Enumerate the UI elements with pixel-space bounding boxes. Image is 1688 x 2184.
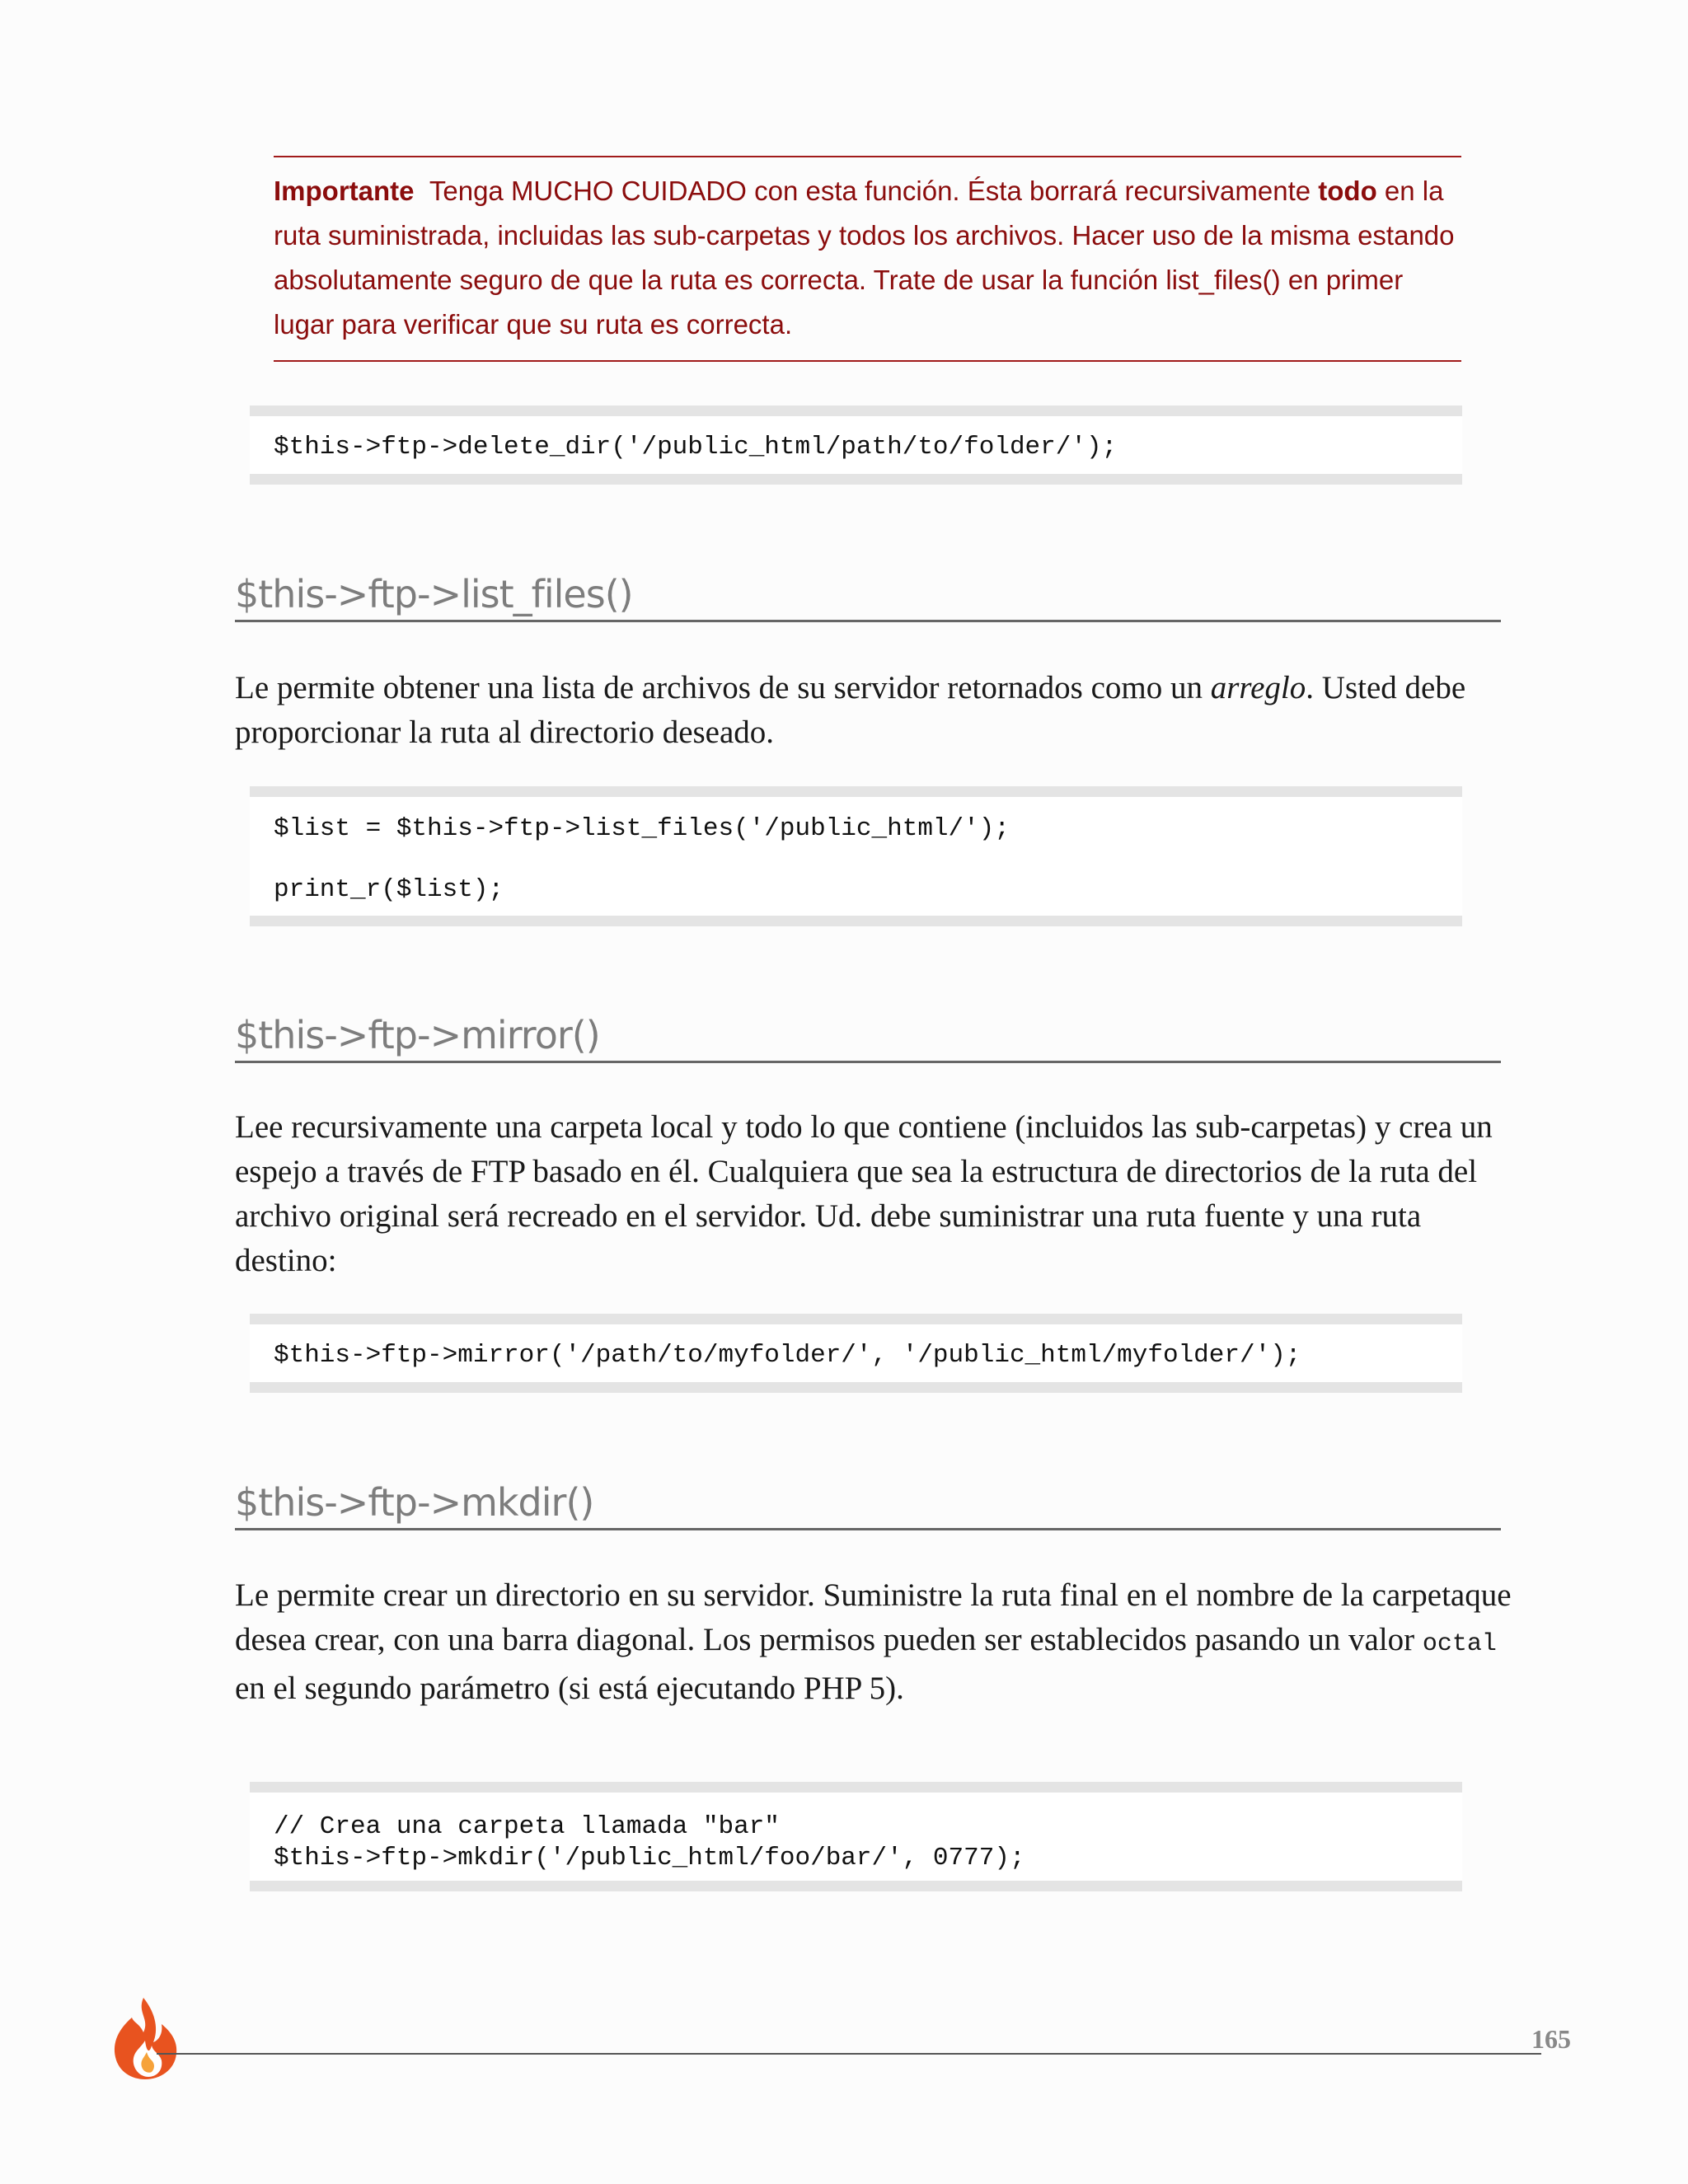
para-text: Lee recursivamente una carpeta local y todo lo que contiene (incluidos las sub-carpetas) y crea un espejo a través de FTP basado en él. Cualquiera que sea la estructura de directorios de la ruta del archivo original será recreado en el servidor. Ud. debe suministrar una ruta fuente y una ruta destino: (235, 1109, 1493, 1278)
code-line: // Crea una carpeta llamada "bar" (274, 1812, 780, 1841)
note-text-1: Tenga MUCHO CUIDADO con esta función. Ésta borrará recursivamente (429, 176, 1319, 206)
heading-text: $this->ftp->list_files() (235, 572, 633, 616)
section-heading-list-files (235, 572, 1501, 622)
code-line: $this->ftp->mkdir('/public_html/foo/bar/', 0777); (274, 1844, 1025, 1872)
heading-text: $this->ftp->mirror() (235, 1013, 600, 1057)
paragraph-list-files (235, 666, 1521, 755)
page-number: 165 (1531, 2024, 1571, 2054)
para-text: en el segundo parámetro (si está ejecutando PHP 5). (235, 1671, 904, 1706)
paragraph-mkdir (235, 1573, 1521, 1711)
inline-code: octal (1422, 1630, 1497, 1658)
section-heading-mkdir (235, 1480, 1501, 1530)
code-block-list-files (250, 786, 1462, 926)
code-line: $list = $this->ftp->list_files('/public_html/'); (274, 814, 1010, 843)
para-text: Le permite obtener una lista de archivos de su servidor retornados como un (235, 670, 1211, 705)
code-line: print_r($list); (274, 875, 504, 904)
para-text: Le permite crear un directorio en su servidor. Suministre la ruta final en el nombre de la carpetaque desea crear, con una barra diagonal. Los permisos pueden ser establecidos pasando un valor (235, 1577, 1512, 1657)
footer-rule (157, 2053, 1541, 2055)
code-line: $this->ftp->delete_dir('/public_html/path/to/folder/'); (274, 433, 1118, 462)
heading-text: $this->ftp->mkdir() (235, 1480, 594, 1525)
code-block-mkdir (250, 1782, 1462, 1891)
para-text: . Usted debe proporcionar la ruta al directorio deseado. (235, 670, 1466, 750)
note-lead: Importante (274, 176, 415, 206)
code-line: $this->ftp->mirror('/path/to/myfolder/', '/public_html/myfolder/'); (274, 1341, 1301, 1370)
note-text-2: en la ruta suministrada, incluidas las sub-carpetas y todos los archivos. Hacer uso de la misma estando absolutamente seguro de que la ruta es correcta. Trate de usar la función list_files() en primer lugar para verificar que su ruta es correcta. (274, 176, 1455, 340)
important-note (274, 156, 1461, 362)
paragraph-mirror (235, 1105, 1521, 1283)
code-block-delete-dir (250, 405, 1462, 485)
code-block-mirror (250, 1314, 1462, 1393)
para-emphasis: arreglo (1210, 670, 1306, 705)
section-heading-mirror (235, 1013, 1501, 1063)
codeigniter-flame-icon (107, 1994, 181, 2081)
note-emphasis: todo (1318, 176, 1377, 206)
